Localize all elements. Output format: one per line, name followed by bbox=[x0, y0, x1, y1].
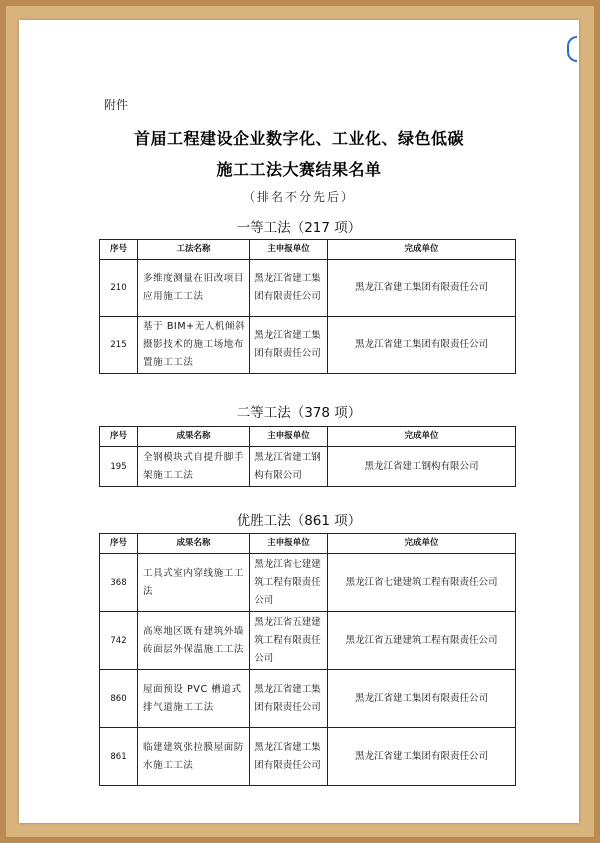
second-class-table bbox=[99, 426, 516, 487]
completing-unit: 黑龙江省五建建筑工程有限责任公司 bbox=[328, 612, 516, 670]
completing-unit: 黑龙江省建工集团有限责任公司 bbox=[328, 260, 516, 317]
header-name: 成果名称 bbox=[138, 427, 250, 447]
applicant-text: 黑龙江省建工钢构有限公司 bbox=[254, 451, 321, 481]
applicant-text: 黑龙江省建工集团有限责任公司 bbox=[254, 683, 321, 713]
applicant-unit bbox=[250, 317, 328, 374]
header-no: 序号 bbox=[100, 534, 138, 554]
header-no: 序号 bbox=[100, 427, 138, 447]
table-row bbox=[100, 554, 516, 612]
header-no: 序号 bbox=[100, 240, 138, 260]
row-number: 861 bbox=[100, 728, 138, 786]
completing-unit: 黑龙江省建工集团有限责任公司 bbox=[328, 670, 516, 728]
row-number: 860 bbox=[100, 670, 138, 728]
table-row bbox=[100, 670, 516, 728]
applicant-unit bbox=[250, 728, 328, 786]
applicant-unit bbox=[250, 554, 328, 612]
header-applicant: 主申报单位 bbox=[250, 534, 328, 554]
row-number: 742 bbox=[100, 612, 138, 670]
header-applicant: 主申报单位 bbox=[250, 240, 328, 260]
document-title-line-2: 施工工法大赛结果名单 bbox=[216, 160, 382, 179]
completing-unit: 黑龙江省建工集团有限责任公司 bbox=[328, 317, 516, 374]
method-name: 全钢模块式自提升脚手架施工工法 bbox=[138, 447, 250, 487]
table-row bbox=[100, 447, 516, 487]
method-name: 屋面预设 PVC 槽道式排气道施工工法 bbox=[138, 670, 250, 728]
first-class-table bbox=[99, 239, 516, 374]
table-row bbox=[100, 317, 516, 374]
section-title-excellence: 优胜工法（861 项） bbox=[236, 513, 362, 529]
applicant-unit bbox=[250, 447, 328, 487]
table-row bbox=[100, 728, 516, 786]
header-completer: 完成单位 bbox=[328, 427, 516, 447]
header-completer: 完成单位 bbox=[328, 534, 516, 554]
completing-unit: 黑龙江省建工集团有限责任公司 bbox=[328, 728, 516, 786]
document-title-line-1: 首届工程建设企业数字化、工业化、绿色低碳 bbox=[133, 129, 464, 148]
completing-unit: 黑龙江省七建建筑工程有限责任公司 bbox=[328, 554, 516, 612]
applicant-text: 黑龙江省建工集团有限责任公司 bbox=[254, 273, 321, 302]
table-header-row bbox=[100, 240, 516, 260]
header-applicant: 主申报单位 bbox=[250, 427, 328, 447]
row-number: 195 bbox=[100, 447, 138, 487]
applicant-unit bbox=[250, 670, 328, 728]
document-page bbox=[19, 20, 579, 823]
ranking-note: （排名不分先后） bbox=[242, 190, 355, 204]
section-title-second-class: 二等工法（378 项） bbox=[236, 405, 362, 421]
table-header-row bbox=[100, 427, 516, 447]
header-name: 工法名称 bbox=[138, 240, 250, 260]
table-row bbox=[100, 612, 516, 670]
method-name: 工具式室内穿线施工工法 bbox=[138, 554, 250, 612]
method-name: 多维度测量在旧改项目应用施工工法 bbox=[138, 260, 250, 317]
applicant-text: 黑龙江省七建建筑工程有限责任公司 bbox=[254, 558, 321, 606]
row-number: 368 bbox=[100, 554, 138, 612]
excellence-table bbox=[99, 533, 516, 786]
header-completer: 完成单位 bbox=[328, 240, 516, 260]
attachment-label: 附件 bbox=[104, 98, 129, 112]
applicant-text: 黑龙江省建工集团有限责任公司 bbox=[254, 330, 321, 359]
method-name: 基于 BIM+无人机倾斜摄影技术的施工场地布置施工工法 bbox=[138, 317, 250, 374]
method-name: 高寒地区既有建筑外墙砖面层外保温施工工法 bbox=[138, 612, 250, 670]
completing-unit: 黑龙江省建工钢构有限公司 bbox=[328, 447, 516, 487]
method-name: 临建建筑张拉膜屋面防水施工工法 bbox=[138, 728, 250, 786]
applicant-unit bbox=[250, 612, 328, 670]
row-number: 210 bbox=[100, 260, 138, 317]
table-row bbox=[100, 260, 516, 317]
applicant-text: 黑龙江省五建建筑工程有限责任公司 bbox=[254, 616, 321, 664]
section-title-first-class: 一等工法（217 项） bbox=[236, 220, 362, 236]
table-header-row bbox=[100, 534, 516, 554]
header-name: 成果名称 bbox=[138, 534, 250, 554]
row-number: 215 bbox=[100, 317, 138, 374]
applicant-unit bbox=[250, 260, 328, 317]
page-edge-marker bbox=[567, 36, 577, 62]
applicant-text: 黑龙江省建工集团有限责任公司 bbox=[254, 741, 321, 771]
